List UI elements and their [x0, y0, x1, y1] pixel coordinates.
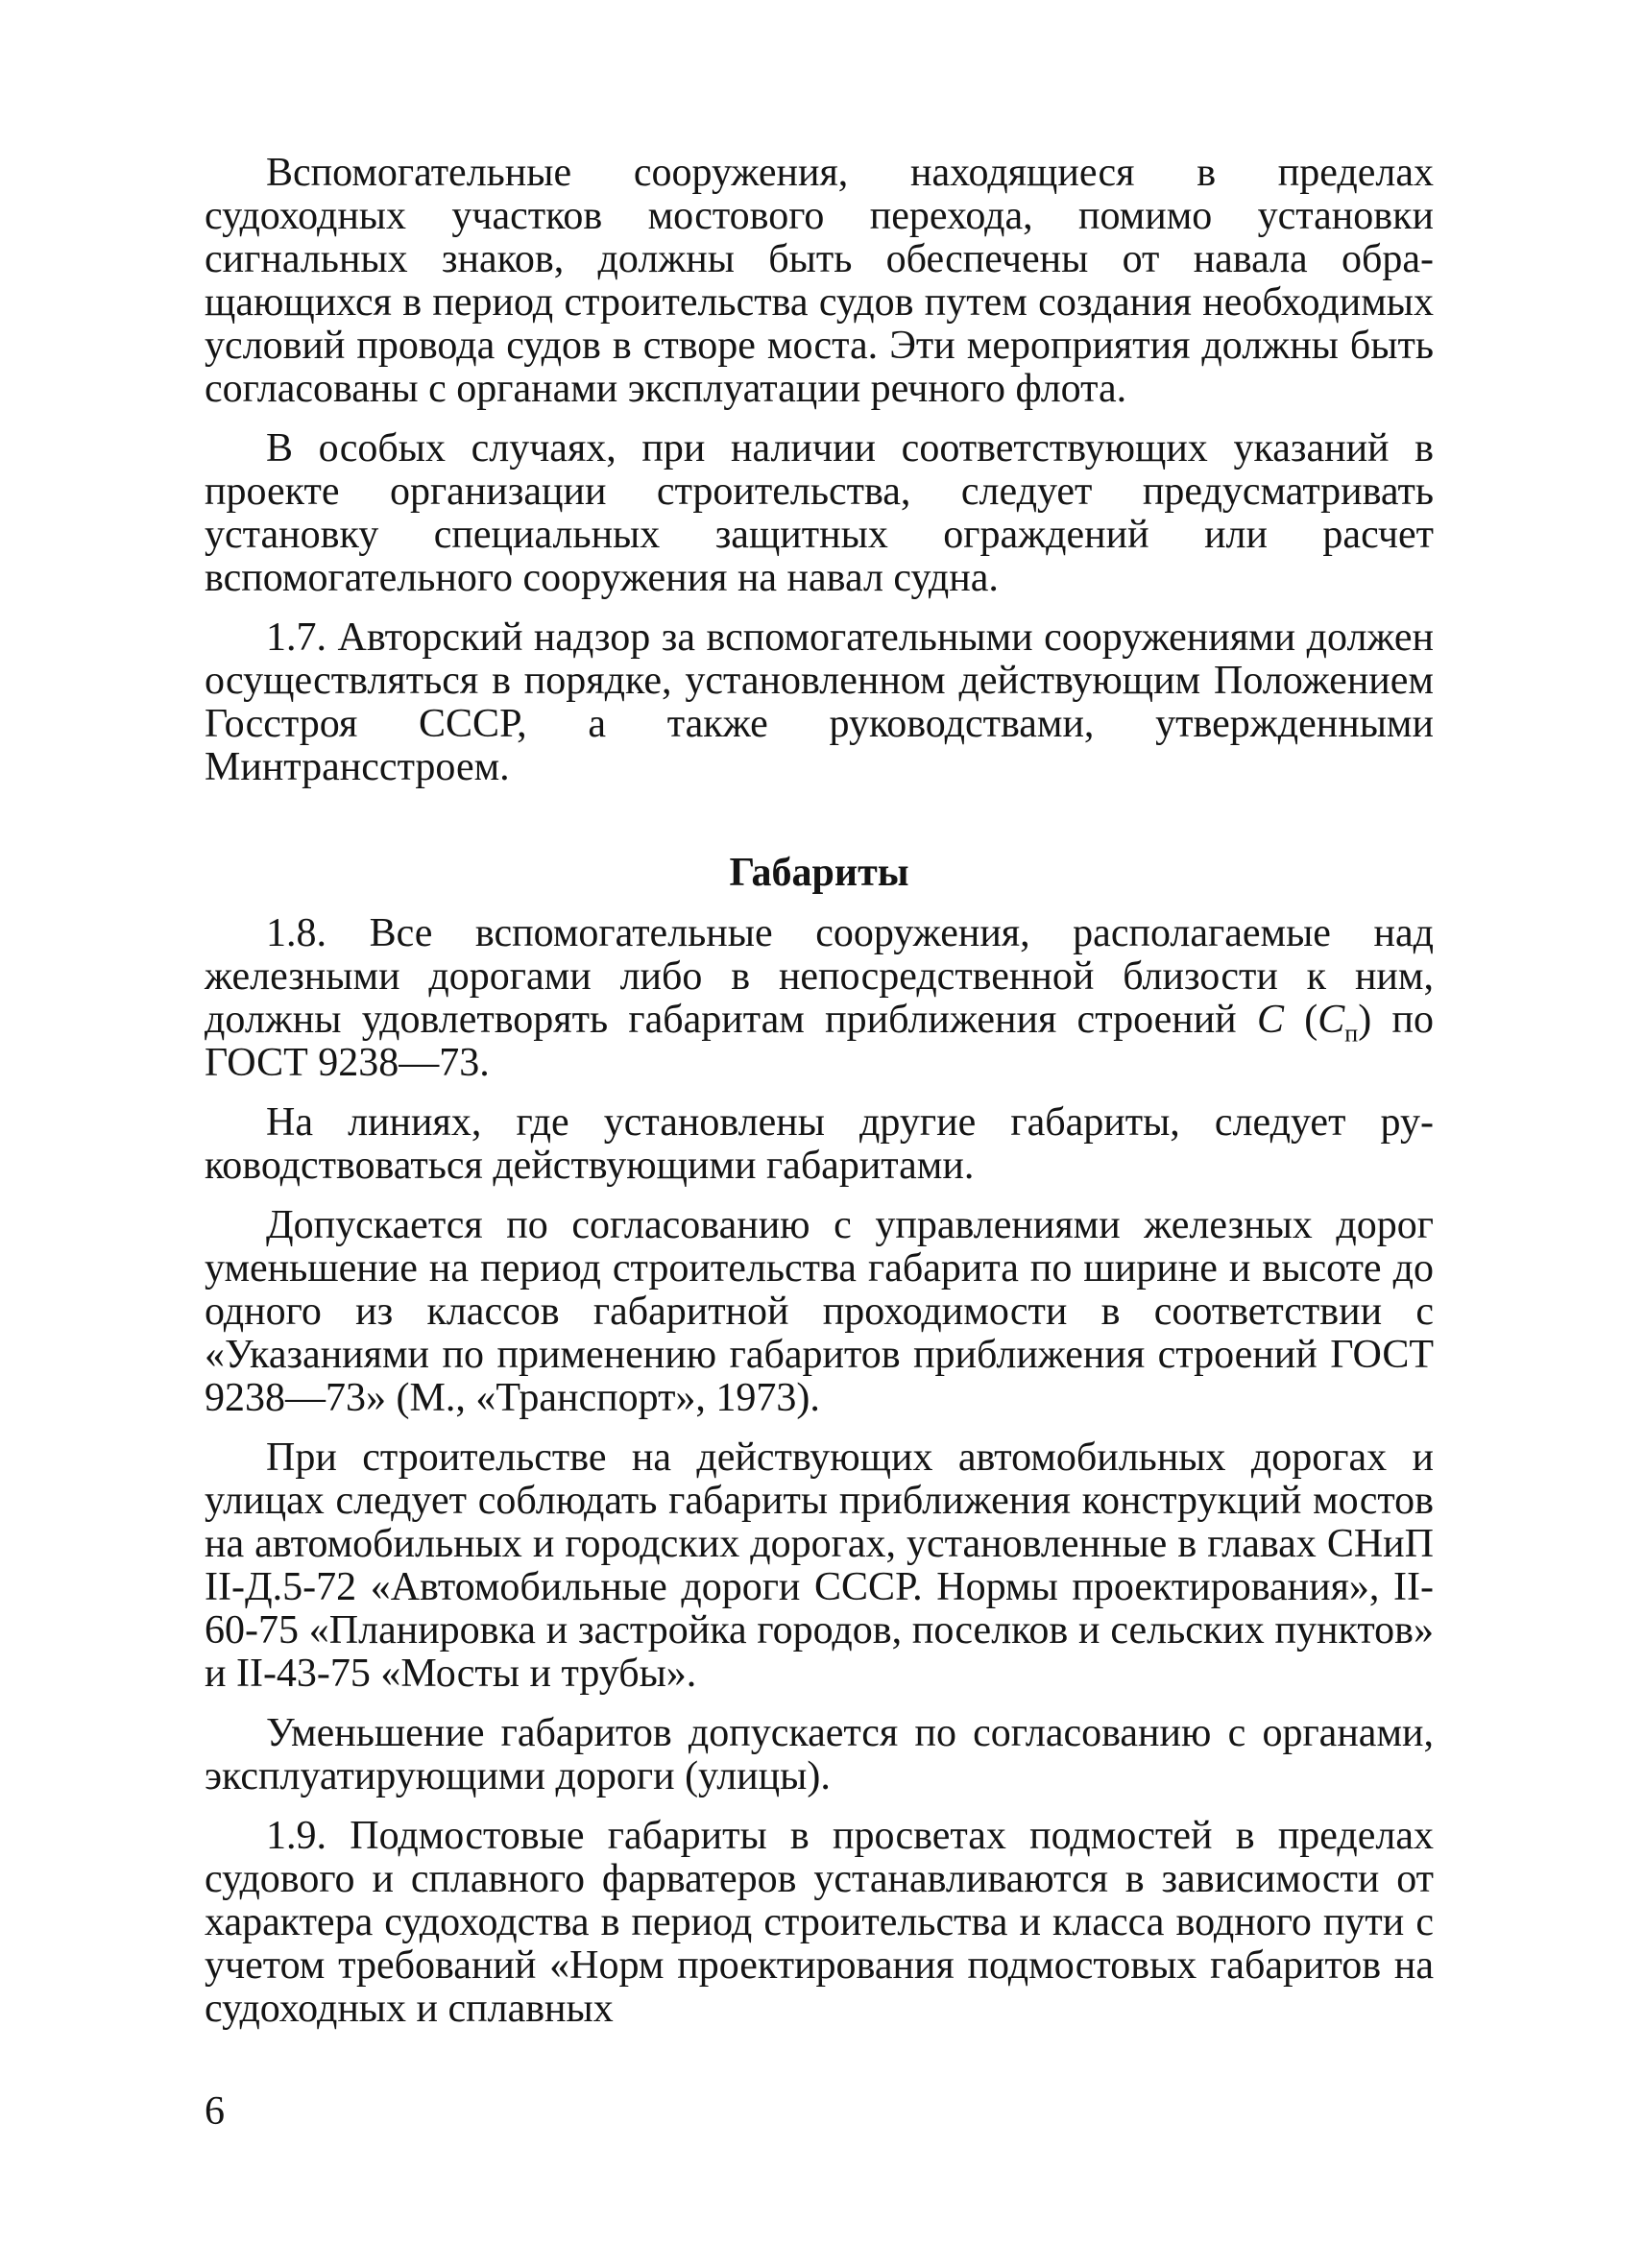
paragraph-roads-streets: При строительстве на действующих автомобильных дорогах и улицах следует соблюдать габариты приближения конструкций мостов на автомобильных и городских дорогах, установленные в главах СНиП II-Д.5-72 «Автомобильные дороги СССР. Нормы проектирования», II-60-75 «Планировка и застройка городов, поселков и сельских пунктов» и II-43-75 «Мосты и трубы».	[205, 1436, 1434, 1696]
paragraph-1-7-author-supervision: 1.7. Авторский надзор за вспомогательными сооружениями должен осуществляться в порядке, установленном действующим Положением Госстроя СССР, а также руководствами, утвержденными Минтрансстроем.	[205, 615, 1434, 789]
paragraph-auxiliary-structures-navigable: Вспомогательные сооружения, находящиеся в пределах судоходных участков мостового перехода, помимо установки сигнальных знаков, должны быть обеспечены от навала обращающихся в период строительства судов путем создания необходимых условий провода судов в створе моста. Эти мероприятия должны быть согласованы с органами эксплуатации речного флота.	[205, 151, 1434, 411]
paragraph-special-cases: В особых случаях, при наличии соответствующих указаний в проекте организации строительства, следует предусматривать установку специальных защитных ограждений или расчет вспомогательного сооружения на навал судна.	[205, 426, 1434, 600]
page-number: 6	[205, 2089, 225, 2134]
page-body	[205, 152, 1434, 2047]
p18-c-letter: С	[1256, 998, 1284, 1042]
p18-cp-letter: С	[1318, 998, 1345, 1042]
paragraph-1-9-scaffold-clearances: 1.9. Подмостовые габариты в просветах подмостей в пределах судового и сплавного фарватеров устанавливаются в зависимости от характера судоходства в период строительства и класса водного пути с учетом требований «Норм проектирования подмостовых габаритов на судоходных и сплавных	[205, 1814, 1434, 2031]
paragraph-reduction-roads: Уменьшение габаритов допускается по согласованию с органами, эксплуатирующими дороги (улицы).	[205, 1711, 1434, 1798]
p18-cp-subscript: п	[1344, 1019, 1359, 1048]
p18-text-after: ) по ГОСТ 9238—73.	[205, 998, 1434, 1085]
section-heading: Габариты	[729, 851, 909, 895]
p18-text-before: 1.8. Все вспомогательные сооружения, располагаемые над железными дорогами либо в непосредственной близости к ним, должны удовлетворять габаритам приближения строений	[205, 911, 1434, 1042]
paragraph-1-8-clearances	[205, 912, 1434, 1085]
paragraph-reduction-railways: Допускается по согласованию с управлениями железных дорог уменьшение на период строительства габарита по ширине и высоте до одного из классов габаритной проходимости в соответствии с «Указаниями по применению габаритов приближения строений ГОСТ 9238—73» (М., «Транспорт», 1973).	[205, 1203, 1434, 1420]
paragraph-other-clearances: На линиях, где установлены другие габариты, следует руководствоваться действующими габаритами.	[205, 1100, 1434, 1188]
p18-paren-open: (	[1283, 998, 1318, 1042]
